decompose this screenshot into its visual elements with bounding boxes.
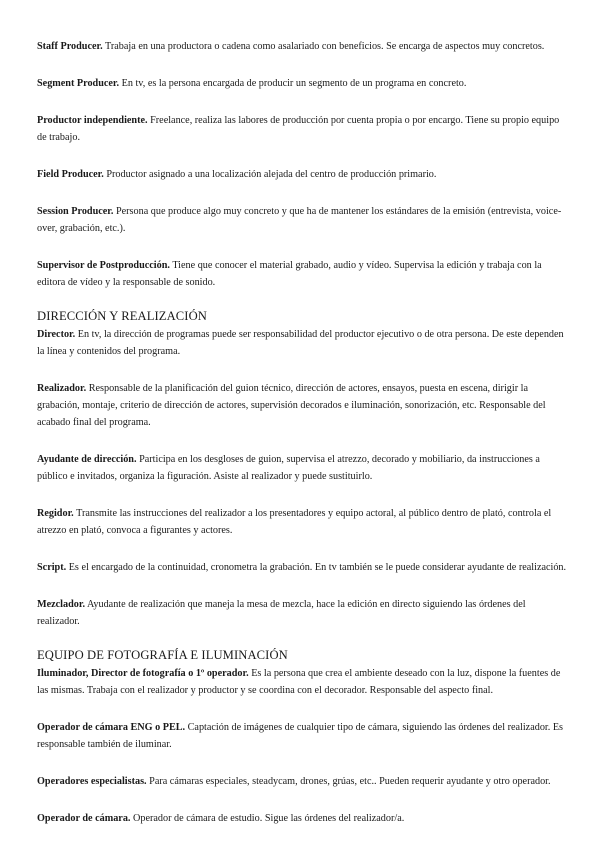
entry-term: Ayudante de dirección. — [37, 454, 137, 465]
entry-field-producer — [37, 166, 567, 183]
entry-term: Field Producer. — [37, 169, 104, 180]
entry-regidor — [37, 505, 567, 539]
entry-term: Iluminador, Director de fotografía o 1º operador. — [37, 668, 249, 679]
entry-term: Director. — [37, 329, 76, 340]
entry-description: Captación de imágenes de cualquier tipo de cámara, siguiendo las órdenes del realizador. Es responsable también de iluminar. — [37, 722, 564, 750]
entry-operadores-especialistas — [37, 773, 567, 790]
entry-term: Segment Producer. — [37, 78, 120, 89]
entry-term: Session Producer. — [37, 206, 114, 217]
entry-productor-independiente — [37, 112, 567, 146]
entry-operador-eng-pel — [37, 719, 567, 753]
entry-term: Realizador. — [37, 383, 87, 394]
entry-realizador — [37, 380, 567, 431]
section-heading-direccion: DIRECCIÓN Y REALIZACIÓN — [37, 309, 207, 323]
entry-description: Responsable de la planificación del guion técnico, dirección de actores, ensayos, puesta en escena, dirigir la grabación, montaje, criterio de dirección de actores, supervisión decorados e iluminación, sonorización, etc. Responsable del acabado final del programa. — [37, 383, 546, 428]
entry-description: Trabaja en una productora o cadena como asalariado con beneficios. Se encarga de aspectos muy concretos. — [105, 41, 545, 52]
entry-description: Transmite las instrucciones del realizador a los presentadores y equipo actoral, al público dentro de plató, controla el atrezzo en plató, convoca a figurantes y actores. — [37, 508, 552, 536]
entry-iluminador — [37, 665, 567, 699]
entry-description: En tv, es la persona encargada de producir un segmento de un programa en concreto. — [121, 78, 467, 89]
entry-description: Es el encargado de la continuidad, cronometra la grabación. En tv también se le puede considerar ayudante de realización. — [68, 562, 567, 573]
section-heading-fotografia: EQUIPO DE FOTOGRAFÍA E ILUMINACIÓN — [37, 648, 288, 662]
entry-supervisor-postproduccion — [37, 257, 567, 291]
entry-session-producer — [37, 203, 567, 237]
entry-term: Mezclador. — [37, 599, 85, 610]
entry-description: Es la persona que crea el ambiente deseado con la luz, dispone la fuentes de las mismas. Trabaja con el realizador y productor y se coordina con el decorador. Responsable del aspecto final. — [37, 668, 561, 696]
entry-term: Operador de cámara ENG o PEL. — [37, 722, 186, 733]
document-page — [37, 38, 567, 847]
entry-staff-producer — [37, 38, 567, 55]
entry-script — [37, 559, 567, 576]
entry-term: Script. — [37, 562, 67, 573]
entry-description: Productor asignado a una localización alejada del centro de producción primario. — [106, 169, 437, 180]
entry-term: Operadores especialistas. — [37, 776, 147, 787]
entry-description: Para cámaras especiales, steadycam, drones, grúas, etc.. Pueden requerir ayudante y otro operador. — [149, 776, 551, 787]
entry-description: Ayudante de realización que maneja la mesa de mezcla, hace la edición en directo siguiendo las órdenes del realizador. — [37, 599, 526, 627]
entry-description: En tv, la dirección de programas puede ser responsabilidad del productor ejecutivo o de otra persona. De este dependen la línea y contenidos del programa. — [37, 329, 564, 357]
entry-operador-camara — [37, 810, 567, 827]
entry-description: Persona que produce algo muy concreto y que ha de mantener los estándares de la emisión (entrevista, voice-over, grabación, etc.). — [37, 206, 562, 234]
entry-term: Productor independiente. — [37, 115, 148, 126]
entry-description: Operador de cámara de estudio. Sigue las órdenes del realizador/a. — [133, 813, 405, 824]
entry-term: Operador de cámara. — [37, 813, 131, 824]
entry-mezclador — [37, 596, 567, 630]
entry-term: Staff Producer. — [37, 41, 103, 52]
entry-ayudante-direccion — [37, 451, 567, 485]
entry-segment-producer — [37, 75, 567, 92]
entry-term: Regidor. — [37, 508, 74, 519]
entry-term: Supervisor de Postproducción. — [37, 260, 170, 271]
entry-description: Tiene que conocer el material grabado, audio y vídeo. Supervisa la edición y trabaja con la editora de vídeo y la responsable de sonido. — [37, 260, 542, 288]
entry-description: Freelance, realiza las labores de producción por cuenta propia o por encargo. Tiene su propio equipo de trabajo. — [37, 115, 560, 143]
entry-description: Participa en los desgloses de guion, supervisa el atrezzo, decorado y mobiliario, da instrucciones a público e invitados, organiza la figuración. Asiste al realizador y puede sustituirlo. — [37, 454, 540, 482]
entry-director — [37, 326, 567, 360]
